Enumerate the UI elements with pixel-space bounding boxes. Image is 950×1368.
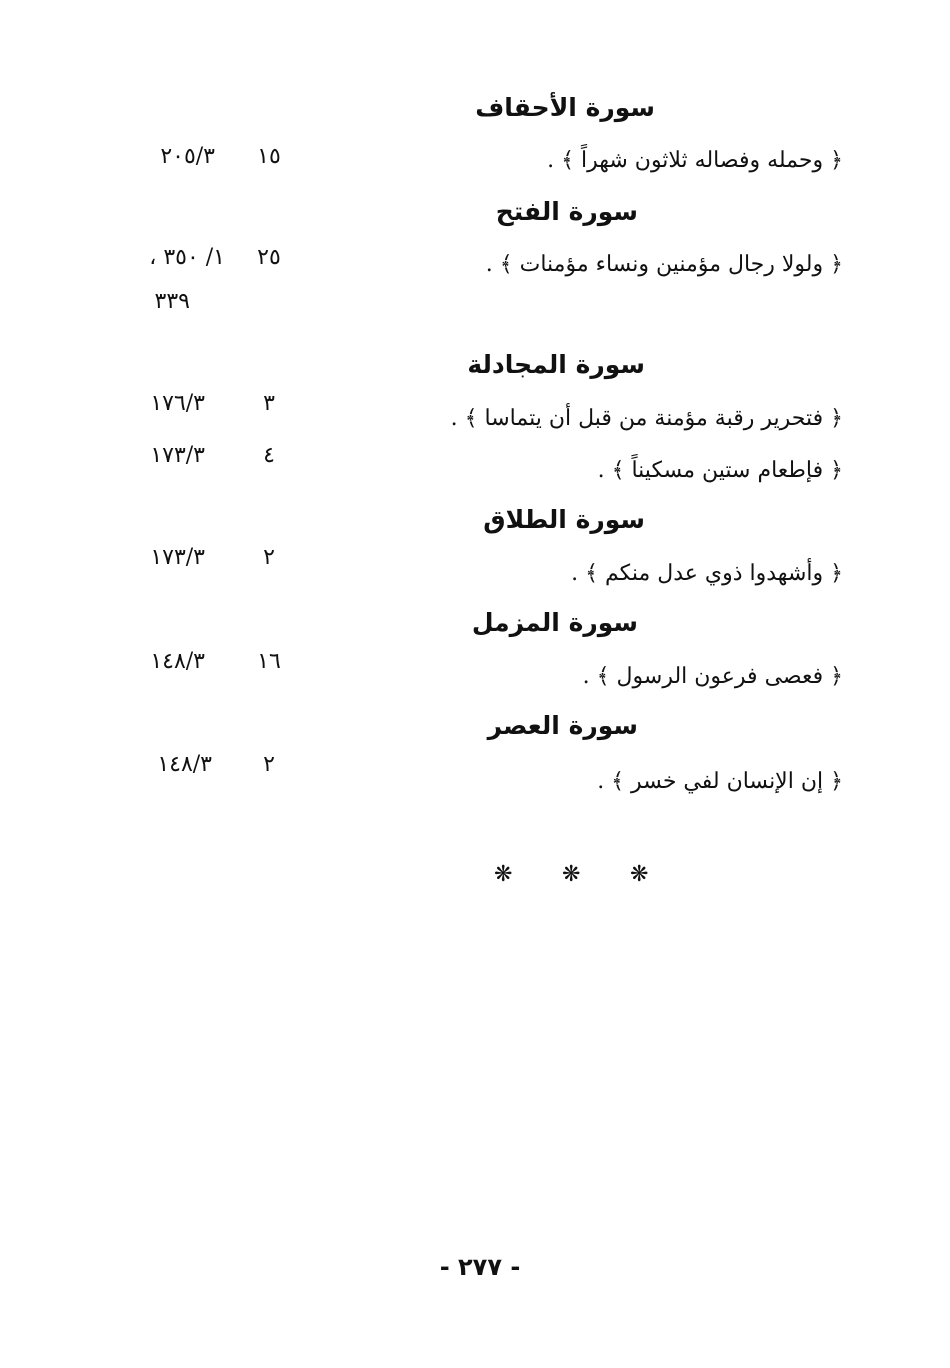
surah-heading-ahqaf: سورة الأحقاف [475, 93, 655, 122]
asterism-icon: ❋ [494, 862, 513, 887]
volume-page-reference: ١/ ٣٥٠ ، [149, 245, 225, 270]
verse-number: ١٦ [257, 649, 281, 674]
surah-heading-fath: سورة الفتح [495, 197, 638, 226]
verse-text: ﴿ إن الإنسان لفي خسر ﴾ . [597, 769, 843, 794]
volume-page-reference: ١٤٨/٣ [150, 649, 205, 674]
surah-heading-mujadila: سورة المجادلة [467, 350, 645, 379]
surah-heading-asr: سورة العصر [487, 711, 638, 740]
asterism-icon: ❋ [562, 862, 581, 887]
section-separator [470, 860, 670, 890]
surah-heading-talaq: سورة الطلاق [483, 505, 645, 534]
asterism-icon: ❋ [630, 862, 649, 887]
volume-page-reference: ٢٠٥/٣ [160, 144, 215, 169]
verse-number: ٣ [263, 391, 275, 416]
verse-number: ٢ [263, 752, 275, 777]
verse-text: ﴿ وحمله وفصاله ثلاثون شهراً ﴾ . [547, 148, 843, 173]
page-number: - ٢٧٧ - [439, 1253, 521, 1281]
volume-page-reference: ١٧٦/٣ [150, 391, 205, 416]
verse-text: ﴿ فتحرير رقبة مؤمنة من قبل أن يتماسا ﴾ . [450, 406, 843, 431]
verse-text: ﴿ ولولا رجال مؤمنين ونساء مؤمنات ﴾ . [485, 252, 843, 277]
verse-number: ٤ [263, 443, 275, 468]
verse-number: ٢٥ [257, 245, 281, 270]
verse-text: ﴿ فإطعام ستين مسكيناً ﴾ . [597, 458, 843, 483]
verse-number: ١٥ [257, 144, 281, 169]
verse-text: ﴿ فعصى فرعون الرسول ﴾ . [582, 664, 843, 689]
volume-page-reference-continued: ٣٣٩ [154, 289, 190, 314]
surah-heading-muzzammil: سورة المزمل [471, 608, 638, 637]
verse-number: ٢ [263, 545, 275, 570]
volume-page-reference: ١٤٨/٣ [157, 752, 212, 777]
volume-page-reference: ١٧٣/٣ [150, 443, 205, 468]
verse-text: ﴿ وأشهدوا ذوي عدل منكم ﴾ . [571, 561, 843, 586]
volume-page-reference: ١٧٣/٣ [150, 545, 205, 570]
